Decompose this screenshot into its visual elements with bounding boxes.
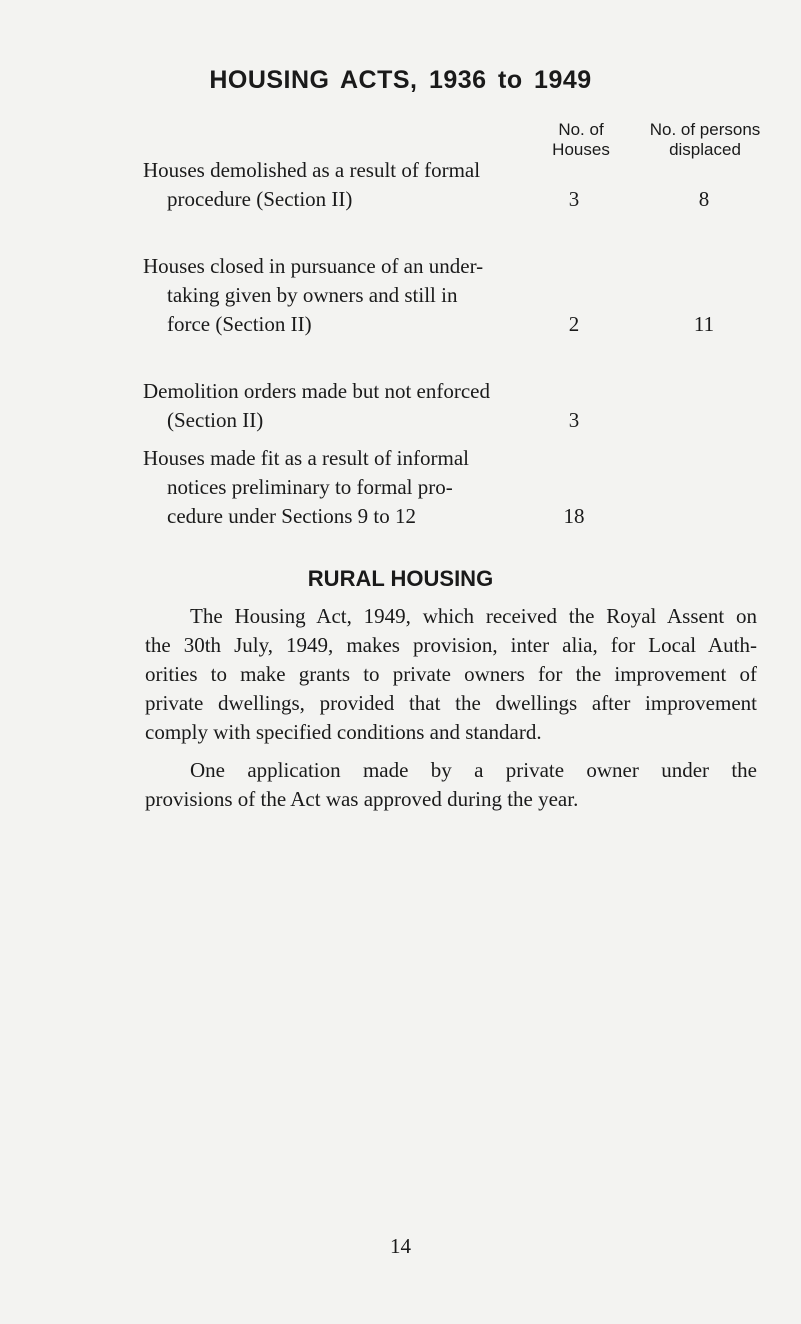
row-label-line: Houses demolished as a result of formal bbox=[143, 158, 481, 182]
column-header-houses bbox=[536, 120, 626, 160]
paragraph-line: One application made by a private owner under the bbox=[190, 758, 757, 782]
paragraph-line: The Housing Act, 1949, which received the Royal Assent on bbox=[190, 604, 757, 628]
row-label-line: procedure (Section II) bbox=[167, 187, 353, 211]
row-label-line: notices preliminary to formal pro- bbox=[167, 475, 453, 499]
table-row-label bbox=[143, 252, 483, 339]
column-header-houses-line2: Houses bbox=[552, 140, 610, 159]
column-header-houses-line1: No. of bbox=[558, 120, 604, 139]
row-label-line: Houses made fit as a result of informal bbox=[143, 446, 469, 470]
houses-value: 2 bbox=[568, 312, 580, 336]
row-label-line: force (Section II) bbox=[167, 312, 312, 336]
paragraph-line: the 30th July, 1949, makes provision, inter alia, for Local Auth- bbox=[145, 633, 757, 657]
row-label-line: taking given by owners and still in bbox=[167, 283, 458, 307]
row-label-line: Houses closed in pursuance of an under- bbox=[143, 254, 484, 278]
houses-value: 3 bbox=[568, 408, 580, 432]
row-label-line: cedure under Sections 9 to 12 bbox=[167, 504, 417, 528]
paragraph-line: comply with specified conditions and standard. bbox=[145, 720, 542, 744]
persons-value: 8 bbox=[698, 187, 710, 211]
column-header-persons bbox=[630, 120, 780, 160]
houses-value: 18 bbox=[563, 504, 585, 528]
paragraph bbox=[145, 756, 757, 814]
column-header-persons-line2: displaced bbox=[669, 140, 741, 159]
paragraph-line: orities to make grants to private owners for the improvement of bbox=[145, 662, 757, 686]
table-row-label bbox=[143, 156, 480, 214]
page-title: HOUSING ACTS, 1936 to 1949 bbox=[209, 66, 592, 94]
row-label-line: (Section II) bbox=[167, 408, 264, 432]
page-number: 14 bbox=[390, 1234, 411, 1258]
persons-value: 11 bbox=[693, 312, 715, 336]
paragraph bbox=[145, 602, 757, 747]
section-title: RURAL HOUSING bbox=[307, 566, 494, 591]
column-header-persons-line1: No. of persons bbox=[649, 120, 761, 139]
paragraph-line: private dwellings, provided that the dwellings after improvement bbox=[145, 691, 757, 715]
houses-value: 3 bbox=[568, 187, 580, 211]
table-row-label bbox=[143, 377, 490, 435]
row-label-line: Demolition orders made but not enforced bbox=[143, 379, 490, 403]
table-row-label bbox=[143, 444, 469, 531]
paragraph-line: provisions of the Act was approved during the year. bbox=[145, 787, 579, 811]
